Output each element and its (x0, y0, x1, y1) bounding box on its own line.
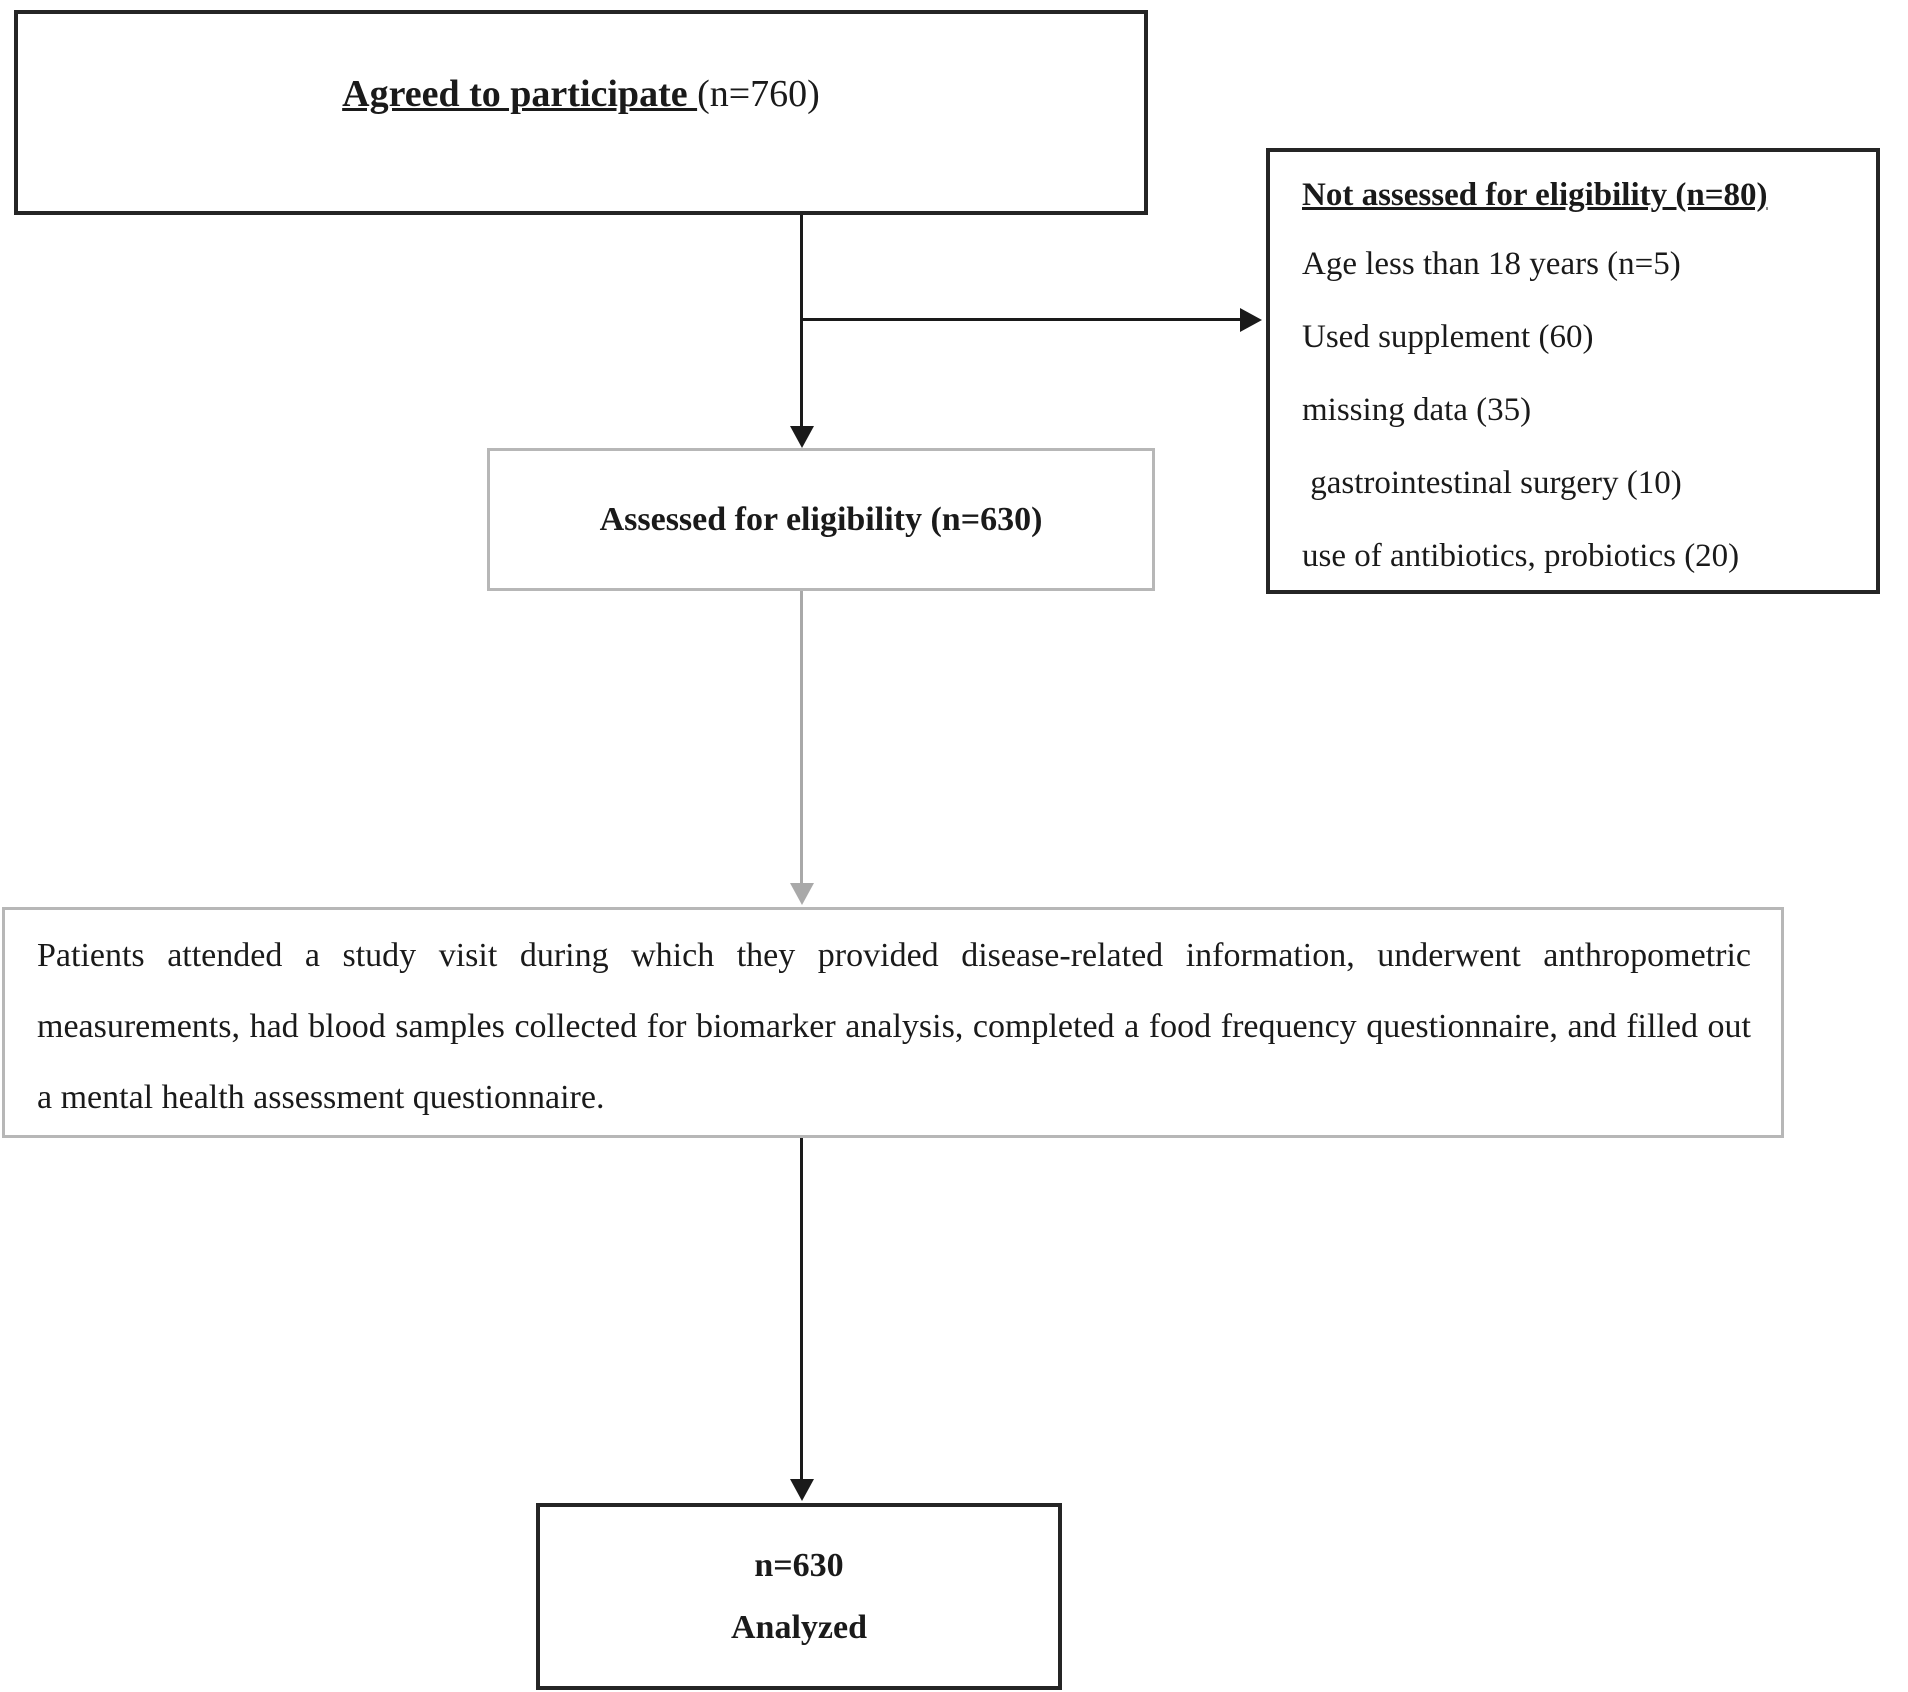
study-visit-text: Patients attended a study visit during which they provided disease-related information, underwent anthropometric measurements, had blood samples collected for biomarker analysis, completed a food frequency questionnaire, and filled out a mental health assessment questionnaire. (37, 937, 1751, 1116)
arrow-line-assessed-to-study (800, 591, 803, 885)
arrow-line-study-to-analyzed (800, 1138, 803, 1481)
analyzed-box (536, 1503, 1062, 1690)
assessed-label: Assessed for eligibility (n=630) (599, 500, 1043, 538)
analyzed-count: n=630 (754, 1546, 844, 1584)
arrowhead-right-icon (1240, 308, 1262, 332)
agreed-count: (n=760) (697, 73, 820, 115)
not-assessed-heading: Not assessed for eligibility (n=80) (1302, 177, 1768, 213)
exclusion-item-supplement: Used supplement (60) (1302, 319, 1594, 355)
analyzed-label: Analyzed (731, 1608, 867, 1646)
assessed-box (487, 448, 1155, 591)
exclusion-item-age: Age less than 18 years (n=5) (1302, 246, 1681, 282)
arrowhead-down-icon-2 (790, 1479, 814, 1501)
agreed-title: Agreed to participate (342, 73, 698, 115)
arrow-line-branch-to-not-assessed (800, 318, 1240, 321)
exclusion-item-missing-data: missing data (35) (1302, 392, 1532, 428)
agreed-to-participate-box (14, 10, 1148, 215)
arrowhead-down-icon (790, 426, 814, 448)
study-visit-box (2, 907, 1784, 1138)
exclusion-item-antibiotics: use of antibiotics, probiotics (20) (1302, 538, 1740, 574)
exclusion-item-gi-surgery: gastrointestinal surgery (10) (1302, 465, 1682, 501)
arrowhead-down-gray-icon (790, 883, 814, 905)
not-assessed-box (1266, 148, 1880, 594)
arrow-line-agreed-to-assessed (800, 215, 803, 428)
